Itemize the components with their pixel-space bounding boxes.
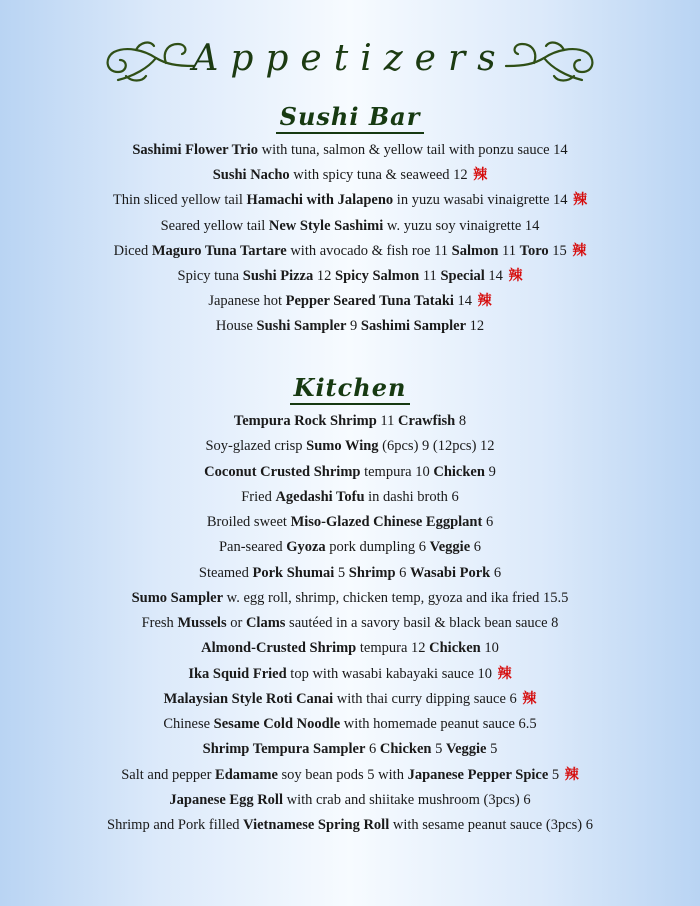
spicy-icon: 辣	[564, 767, 579, 783]
item-name: Spicy Salmon	[335, 267, 420, 284]
item-description: Steamed	[198, 564, 253, 581]
menu-item	[0, 813, 700, 838]
item-name: Hamachi with Jalapeno	[246, 192, 394, 209]
item-description: Shrimp and Pork filled	[107, 817, 244, 833]
menu-item	[0, 636, 700, 661]
item-description: with avocado & fish roe 11	[286, 242, 452, 259]
right-flourish-ornament	[504, 36, 604, 86]
menu-item	[0, 485, 700, 510]
item-name: Sushi Pizza	[242, 267, 314, 284]
item-description: sautéed in a savory basil & black bean sauce 8	[285, 615, 559, 631]
menu-item	[0, 586, 700, 611]
item-name: Sushi Sampler	[256, 318, 347, 335]
menu-item	[0, 788, 700, 813]
menu-item	[0, 409, 700, 434]
item-description: Seared yellow tail	[160, 217, 269, 234]
item-description: 11	[419, 267, 441, 284]
item-description: Spicy tuna	[177, 267, 243, 284]
item-name: Agedashi Tofu	[275, 488, 365, 505]
item-description: Pan-seared	[218, 539, 287, 556]
item-description: Fried	[241, 488, 276, 505]
menu-item	[0, 314, 700, 339]
item-name: Shrimp Tempura Sampler	[202, 741, 366, 758]
item-description: 15	[548, 242, 571, 259]
item-name: Japanese Egg Roll	[169, 791, 283, 808]
item-name: Pepper Seared Tuna Tataki	[285, 293, 454, 310]
item-name: Veggie	[445, 741, 487, 758]
item-description: in yuzu wasabi vinaigrette 14	[393, 192, 572, 209]
item-name: Chicken	[379, 741, 432, 758]
item-name: Tempura Rock Shrimp	[233, 413, 377, 429]
spicy-icon: 辣	[473, 168, 488, 184]
sushi-bar-list	[0, 138, 700, 340]
item-description: Thin sliced yellow tail	[112, 192, 247, 209]
item-description: 12	[313, 267, 335, 284]
menu-item	[0, 434, 700, 459]
item-name: Ika Squid Fried	[188, 665, 287, 682]
item-name: Veggie	[429, 539, 471, 556]
spicy-icon: 辣	[573, 193, 588, 209]
item-description: Fresh	[141, 615, 178, 631]
item-description: 11	[376, 413, 399, 429]
item-description: 6	[490, 564, 502, 581]
item-description: 6	[482, 514, 494, 530]
item-description: with crab and shiitake mushroom (3pcs) 6	[282, 791, 531, 808]
item-name: Sashimi Sampler	[360, 318, 467, 335]
item-description: Broiled sweet	[206, 514, 291, 530]
kitchen-heading	[0, 373, 700, 402]
menu-item	[0, 510, 700, 535]
item-name: Toro	[519, 242, 549, 259]
menu-item	[0, 264, 700, 289]
item-name: Gyoza	[286, 539, 326, 556]
menu-item	[0, 214, 700, 239]
menu-item	[0, 535, 700, 560]
item-description: or	[226, 615, 246, 631]
item-description: 5	[431, 741, 446, 758]
item-name: Chicken	[433, 463, 485, 480]
sushi-bar-heading	[0, 102, 700, 131]
spicy-icon: 辣	[522, 691, 537, 707]
item-description: tempura 10	[360, 463, 434, 480]
menu-item	[0, 460, 700, 485]
page-title: Appetizers	[192, 38, 508, 79]
item-name: Wasabi Pork	[410, 564, 491, 581]
item-name: Sashimi Flower Trio	[132, 142, 258, 158]
menu-item	[0, 188, 700, 213]
spicy-icon: 辣	[497, 666, 512, 682]
item-description: top with wasabi kabayaki sauce 10	[286, 665, 496, 682]
item-description: (6pcs) 9 (12pcs) 12	[378, 438, 495, 455]
item-description: 14	[453, 293, 476, 310]
item-name: Salmon	[451, 242, 499, 259]
item-description: 9	[346, 318, 361, 335]
item-name: Coconut Crusted Shrimp	[204, 463, 361, 480]
item-description: tempura 12	[356, 640, 430, 657]
item-name: New Style Sashimi	[268, 217, 384, 234]
item-name: Sumo Sampler	[131, 589, 224, 606]
spicy-icon: 辣	[477, 294, 492, 310]
spicy-icon: 辣	[572, 243, 587, 259]
item-description: w. yuzu soy vinaigrette 14	[383, 217, 540, 234]
item-description: with spicy tuna & seaweed 12	[289, 167, 472, 184]
item-description: 5	[548, 766, 563, 783]
item-description: 6	[395, 564, 411, 581]
item-description: 11	[498, 242, 520, 259]
menu-item	[0, 737, 700, 762]
menu-item	[0, 138, 700, 163]
menu-item	[0, 662, 700, 687]
item-description: Salt and pepper	[121, 766, 216, 783]
menu-item	[0, 763, 700, 788]
item-name: Japanese Pepper Spice	[407, 766, 549, 783]
item-description: 5	[486, 741, 498, 758]
item-description: soy bean pods 5 with	[277, 766, 408, 783]
item-description: with sesame peanut sauce (3pcs) 6	[389, 817, 593, 833]
item-name: Shrimp	[348, 564, 396, 581]
kitchen-heading-text: Kitchen	[290, 373, 411, 405]
item-name: Sushi Nacho	[212, 167, 290, 184]
sushi-bar-heading-text: Sushi Bar	[276, 102, 425, 134]
menu-item	[0, 163, 700, 188]
appetizers-header	[0, 30, 700, 92]
item-description: 6	[470, 539, 482, 556]
item-name: Chicken	[429, 640, 481, 657]
menu-item	[0, 687, 700, 712]
item-description: Chinese	[163, 716, 214, 732]
item-name: Edamame	[215, 766, 278, 783]
item-description: 14	[484, 267, 507, 284]
item-description: 12	[466, 318, 485, 335]
item-description: pork dumpling 6	[325, 539, 430, 556]
spicy-icon: 辣	[508, 268, 523, 284]
menu-item	[0, 289, 700, 314]
item-name: Clams	[245, 615, 286, 631]
item-name: Malaysian Style Roti Canai	[163, 690, 334, 707]
item-description: 6	[365, 741, 380, 758]
item-name: Almond-Crusted Shrimp	[201, 640, 357, 657]
item-name: Crawfish	[398, 413, 456, 429]
item-name: Sumo Wing	[306, 438, 379, 455]
item-description: with thai curry dipping sauce 6	[333, 690, 521, 707]
item-name: Maguro Tuna Tartare	[151, 242, 287, 259]
item-description: with tuna, salmon & yellow tail with ponzu sauce 14	[257, 142, 568, 158]
item-description: with homemade peanut sauce 6.5	[340, 716, 537, 732]
item-description: 5	[334, 564, 349, 581]
item-description: 10	[480, 640, 499, 657]
menu-item	[0, 712, 700, 737]
menu-item	[0, 611, 700, 636]
item-name: Pork Shumai	[252, 564, 335, 581]
item-description: in dashi broth 6	[364, 488, 459, 505]
item-description: 9	[484, 463, 496, 480]
item-description: 8	[455, 413, 467, 429]
item-name: Mussels	[177, 615, 227, 631]
menu-item	[0, 561, 700, 586]
item-description: Diced	[113, 242, 152, 259]
item-description: House	[215, 318, 257, 335]
menu-item	[0, 239, 700, 264]
item-name: Special	[440, 267, 485, 284]
item-description: w. egg roll, shrimp, chicken temp, gyoza and ika fried 15.5	[223, 589, 569, 606]
item-name: Vietnamese Spring Roll	[243, 817, 390, 833]
item-name: Sesame Cold Noodle	[213, 716, 341, 732]
kitchen-list	[0, 409, 700, 838]
item-name: Miso-Glazed Chinese Eggplant	[290, 514, 483, 530]
item-description: Japanese hot	[208, 293, 286, 310]
item-description: Soy-glazed crisp	[205, 438, 307, 455]
